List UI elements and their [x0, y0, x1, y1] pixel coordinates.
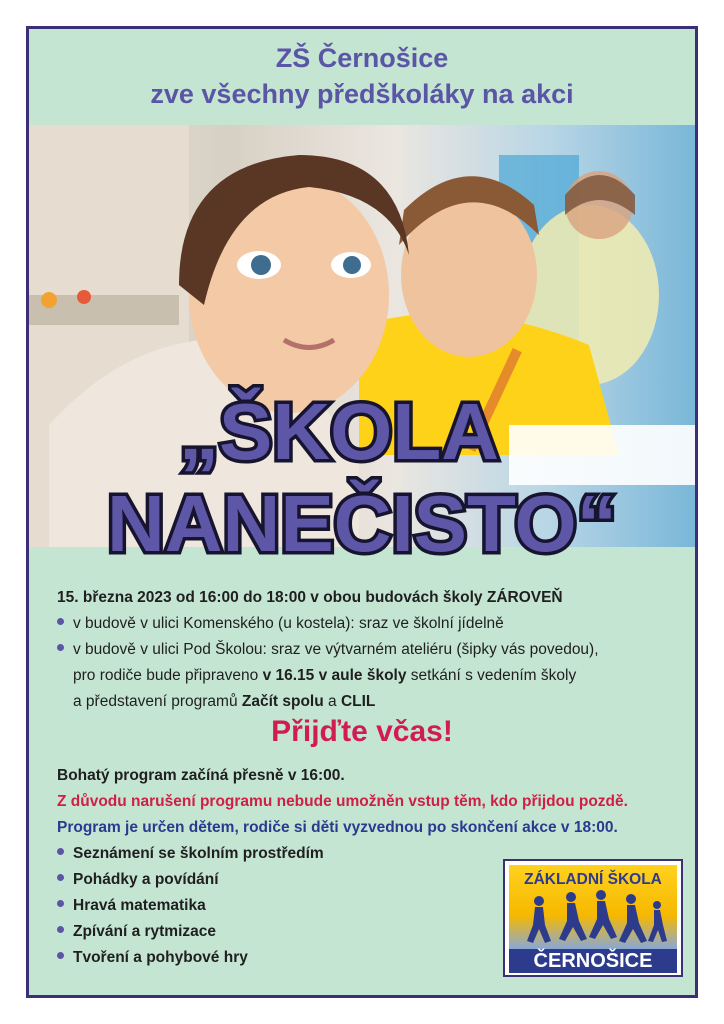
program-item [57, 845, 324, 863]
detail-text: v budově v ulici Komenského (u kostela): sraz ve školní jídelně [73, 615, 504, 632]
program-start: Bohatý program začíná přesně v 16:00. [57, 767, 345, 784]
text-part-bold: Začít spolu [241, 693, 324, 710]
program-item-label: Seznámení se školním prostředím [73, 845, 324, 862]
bullet-icon [57, 900, 64, 907]
bullet-icon [57, 952, 64, 959]
program-item [57, 871, 219, 889]
poster-header [29, 29, 695, 125]
invitation-line: zve všechny předškoláky na akci [150, 79, 574, 109]
late-warning: Z důvodu narušení programu nebude umožněn vstup těm, kdo přijdou pozdě. [57, 793, 628, 810]
text-part: setkání s vedením školy [406, 667, 577, 684]
logo-graphic [509, 865, 677, 949]
bullet-icon [57, 644, 64, 651]
bullet-icon [57, 926, 64, 933]
program-item [57, 897, 206, 915]
bullet-icon [57, 848, 64, 855]
detail-item [57, 615, 504, 633]
detail-item [57, 641, 599, 659]
running-kids-icon [509, 865, 677, 949]
bullet-icon [57, 874, 64, 881]
logo-top-text: ZÁKLADNÍ ŠKOLA [524, 871, 662, 888]
text-part-bold: CLIL [340, 693, 376, 710]
text-part: pro rodiče bude připraveno [73, 667, 263, 684]
title-line-1: „ŠKOLA [179, 387, 499, 476]
detail-text: v budově v ulici Pod Školou: sraz ve výtvarném ateliéru (šipky vás povedou), [73, 641, 599, 658]
detail-continuation [73, 667, 576, 685]
call-to-action: Přijďte včas! [271, 715, 453, 748]
program-item-label: Pohádky a povídání [73, 871, 219, 888]
poster [26, 26, 698, 998]
title-line-2: NANEČISTO“ [107, 479, 617, 568]
program-item-label: Hravá matematika [73, 897, 206, 914]
program-item [57, 923, 216, 941]
program-item-label: Zpívání a rytmizace [73, 923, 217, 940]
text-part: a představení programů [73, 693, 242, 710]
parents-note: Program je určen dětem, rodiče si děti vyzvednou po skončení akce v 18:00. [57, 819, 618, 836]
logo-bottom-text: ČERNOŠICE [509, 949, 677, 973]
detail-continuation [73, 693, 375, 711]
bullet-icon [57, 618, 64, 625]
date-line: 15. března 2023 od 16:00 do 18:00 v obou budovách školy ZÁROVEŇ [57, 589, 563, 606]
event-title [29, 381, 695, 571]
school-name: ZŠ Černošice [275, 43, 449, 73]
school-logo [503, 859, 683, 977]
text-part-bold: v 16.15 v aule školy [262, 667, 407, 684]
program-item-label: Tvoření a pohybové hry [73, 949, 248, 966]
text-part: a [323, 693, 341, 710]
program-item [57, 949, 248, 967]
